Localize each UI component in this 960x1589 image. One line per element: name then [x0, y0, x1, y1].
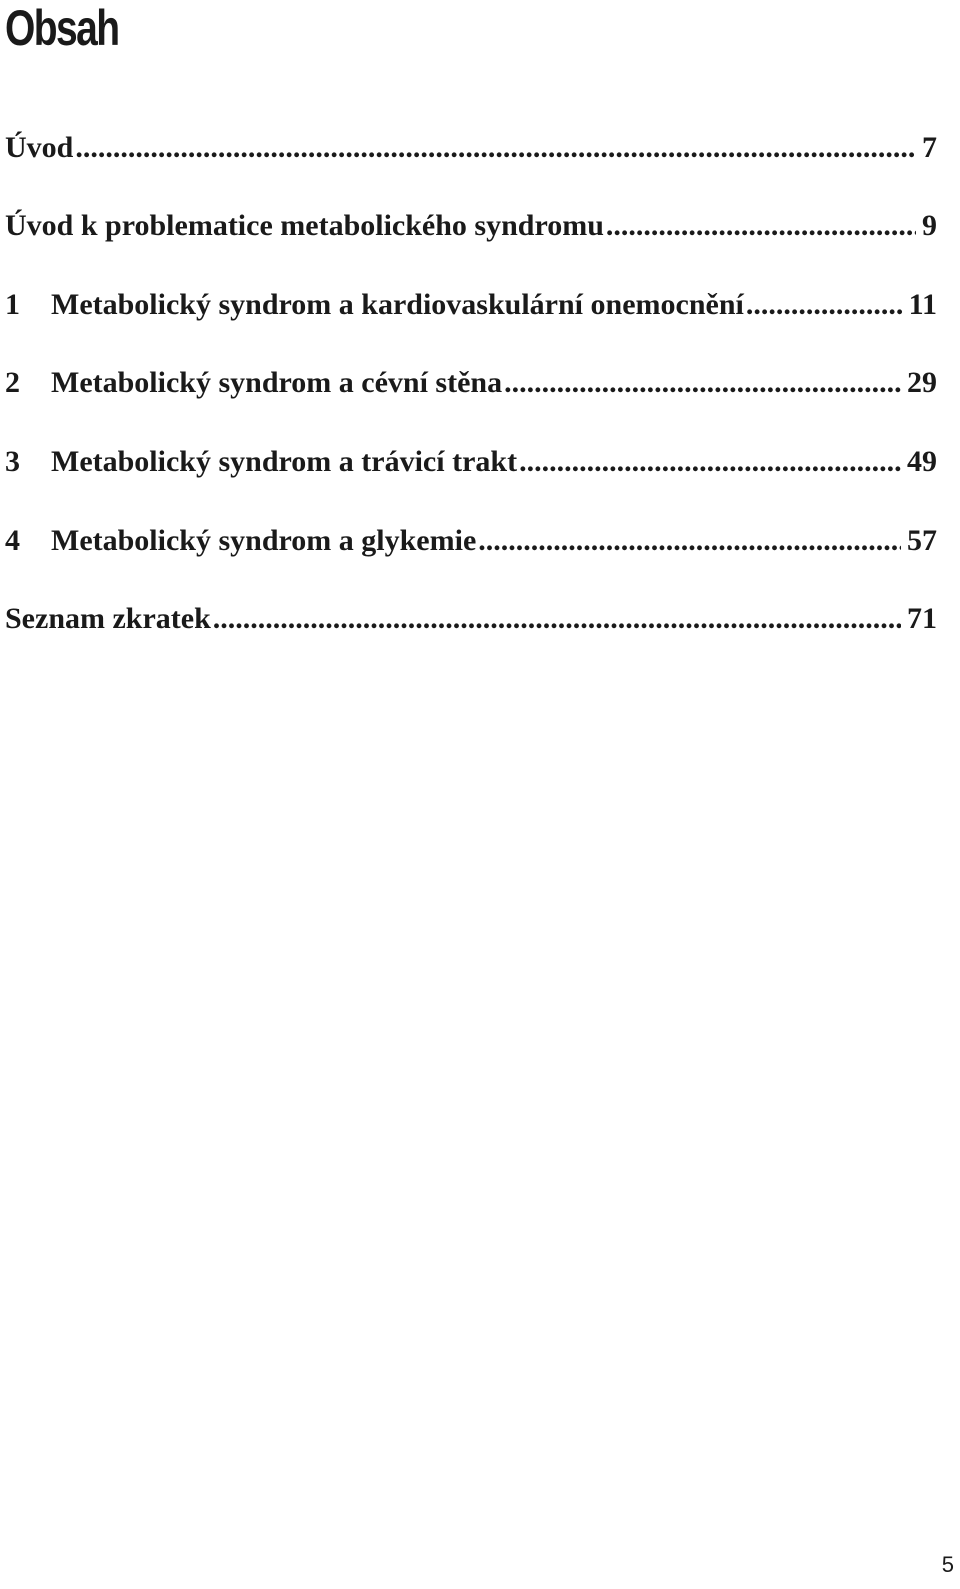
toc-entry-title: Metabolický syndrom a cévní stěna — [51, 366, 503, 399]
toc-entry-page: 57 — [907, 524, 937, 557]
toc-leader-dots — [75, 128, 916, 168]
toc-entry-chapter-4[interactable] — [5, 521, 937, 561]
toc-entry-page: 9 — [922, 209, 937, 242]
toc-entry-title: Úvod k problematice metabolického syndromu — [5, 209, 604, 242]
page-title: Obsah — [5, 0, 119, 56]
toc-entry-page: 11 — [908, 288, 937, 321]
toc-entry-number: 2 — [5, 366, 20, 399]
toc-entry-chapter-2[interactable] — [5, 363, 937, 403]
toc-leader-dots — [606, 206, 916, 246]
toc-entry-number: 1 — [5, 288, 20, 321]
page-number: 5 — [941, 1552, 954, 1577]
toc-entry-page: 29 — [907, 366, 937, 399]
toc-entry-title: Metabolický syndrom a kardiovaskulární onemocnění — [51, 288, 744, 321]
toc-leader-dots — [519, 442, 901, 482]
toc-entry-number: 4 — [5, 524, 20, 557]
toc-entry-title: Metabolický syndrom a trávicí trakt — [51, 445, 518, 478]
toc-entry-title: Metabolický syndrom a glykemie — [51, 524, 477, 557]
toc-entry-page: 49 — [907, 445, 937, 478]
toc-entry-seznam-zkratek[interactable] — [5, 599, 937, 639]
toc-entry-uvod-k-problematice[interactable] — [5, 206, 937, 246]
toc-leader-dots — [746, 285, 903, 325]
toc-entry-chapter-3[interactable] — [5, 442, 937, 482]
toc-entry-title: Seznam zkratek — [5, 602, 211, 635]
toc-entry-title: Úvod — [5, 131, 74, 164]
toc-leader-dots — [213, 599, 901, 639]
toc-leader-dots — [504, 363, 901, 403]
toc-entry-uvod[interactable] — [5, 128, 937, 168]
toc-entry-page: 71 — [907, 602, 937, 635]
toc-entry-number: 3 — [5, 445, 20, 478]
toc-entry-page: 7 — [922, 131, 937, 164]
toc-entry-chapter-1[interactable] — [5, 285, 937, 325]
toc-leader-dots — [478, 521, 901, 561]
